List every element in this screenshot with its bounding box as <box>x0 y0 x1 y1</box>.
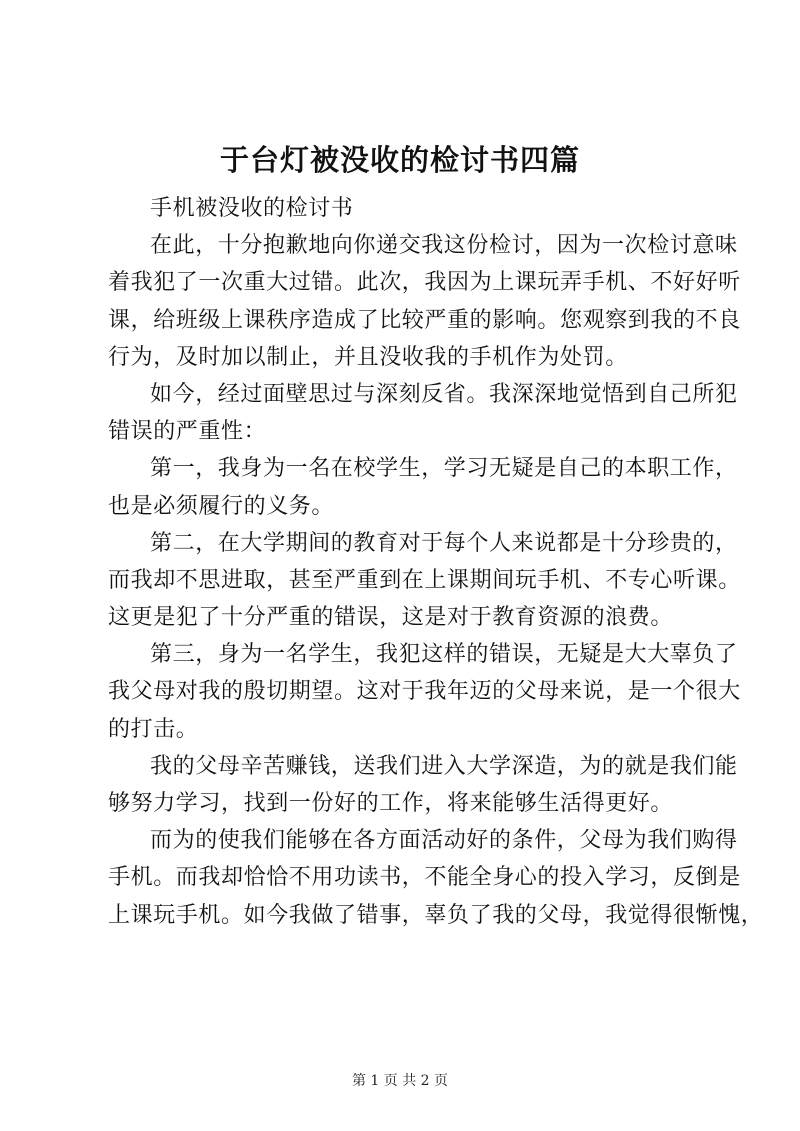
text-line: 课，给班级上课秩序造成了比较严重的影响。您观察到我的不良 <box>108 307 741 333</box>
text-line: 行为，及时加以制止，并且没收我的手机作为处罚。 <box>108 344 628 370</box>
text-line: 着我犯了一次重大过错。此次，我因为上课玩弄手机、不好好听 <box>108 270 741 296</box>
text-line: 手机。而我却恰恰不用功读书，不能全身心的投入学习，反倒是 <box>108 865 741 891</box>
text-line: 而为的使我们能够在各方面活动好的条件，父母为我们购得 <box>150 828 738 854</box>
text-line: 我父母对我的殷切期望。这对于我年迈的父母来说，是一个很大 <box>108 679 741 705</box>
text-line: 第二，在大学期间的教育对于每个人来说都是十分珍贵的， <box>150 530 738 556</box>
text-line: 这更是犯了十分严重的错误，这是对于教育资源的浪费。 <box>108 605 674 631</box>
text-line: 手机被没收的检讨书 <box>150 196 354 221</box>
document-title: 于台灯被没收的检讨书四篇 <box>219 143 580 177</box>
text-line: 错误的严重性： <box>108 419 267 445</box>
text-line: 也是必须履行的义务。 <box>108 493 335 519</box>
text-line: 够努力学习，找到一份好的工作，将来能够生活得更好。 <box>108 791 674 816</box>
text-line: 的打击。 <box>108 716 199 742</box>
text-line: 在此，十分抱歉地向你递交我这份检讨，因为一次检讨意味 <box>150 233 738 259</box>
text-line: 第三，身为一名学生，我犯这样的错误，无疑是大大辜负了 <box>150 642 738 668</box>
text-line: 如今，经过面壁思过与深刻反省。我深深地觉悟到自己所犯 <box>150 381 738 407</box>
document-body <box>108 190 764 934</box>
text-line: 我的父母辛苦赚钱，送我们进入大学深造，为的就是我们能 <box>150 753 738 779</box>
text-line: 上课玩手机。如今我做了错事，辜负了我的父母，我觉得很惭愧， <box>108 902 764 928</box>
text-line: 而我却不思进取，甚至严重到在上课期间玩手机、不专心听课。 <box>108 567 741 593</box>
text-line: 第一，我身为一名在校学生，学习无疑是自己的本职工作， <box>150 456 738 482</box>
page-footer: 第 1 页 共 2 页 <box>351 1073 449 1089</box>
